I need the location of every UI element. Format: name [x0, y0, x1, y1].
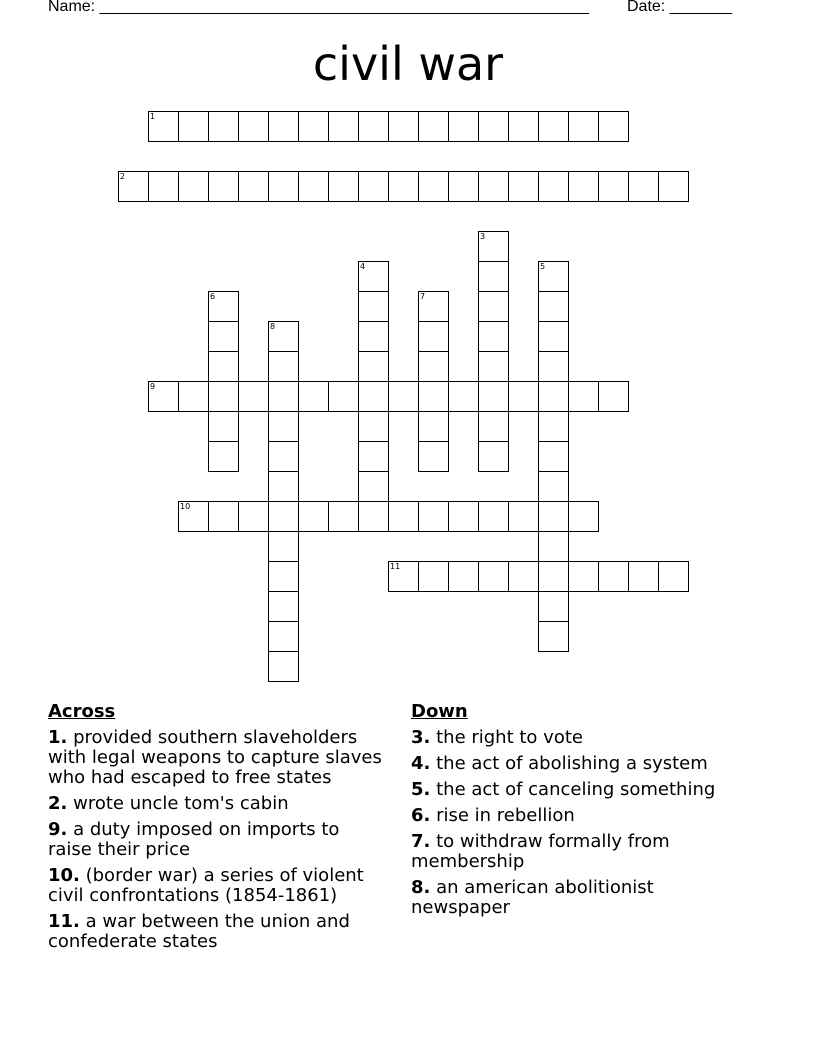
crossword-cell[interactable] — [268, 591, 299, 622]
crossword-cell[interactable] — [598, 381, 629, 412]
crossword-cell[interactable] — [388, 111, 419, 142]
crossword-cell[interactable] — [478, 561, 509, 592]
clue-number: 5. — [411, 779, 431, 800]
crossword-cell[interactable] — [358, 111, 389, 142]
crossword-cell[interactable] — [538, 501, 569, 532]
crossword-cell[interactable] — [178, 171, 209, 202]
down-clue — [411, 754, 751, 774]
crossword-cell[interactable] — [418, 321, 449, 352]
clue-number-label: 5 — [540, 262, 546, 271]
crossword-cell[interactable] — [388, 561, 419, 592]
crossword-cell[interactable] — [268, 321, 299, 352]
crossword-cell[interactable] — [178, 111, 209, 142]
crossword-cell[interactable] — [328, 501, 359, 532]
crossword-cell[interactable] — [358, 381, 389, 412]
crossword-cell[interactable] — [538, 291, 569, 322]
crossword-cell[interactable] — [448, 561, 479, 592]
crossword-cell[interactable] — [148, 381, 179, 412]
crossword-cell[interactable] — [418, 111, 449, 142]
crossword-cell[interactable] — [268, 411, 299, 442]
clue-text: a war between the union and confederate states — [48, 911, 350, 952]
crossword-cell[interactable] — [268, 651, 299, 682]
clue-number: 8. — [411, 877, 431, 898]
clue-text: the act of canceling something — [430, 779, 716, 800]
crossword-cell[interactable] — [478, 321, 509, 352]
clue-text: the right to vote — [430, 727, 583, 748]
crossword-cell[interactable] — [598, 171, 629, 202]
crossword-cell[interactable] — [508, 561, 539, 592]
crossword-cell[interactable] — [448, 381, 479, 412]
clue-number: 11. — [48, 911, 80, 932]
crossword-cell[interactable] — [268, 351, 299, 382]
crossword-cell[interactable] — [448, 111, 479, 142]
across-clue — [48, 820, 388, 860]
crossword-cell[interactable] — [388, 171, 419, 202]
crossword-cell[interactable] — [358, 441, 389, 472]
crossword-cell[interactable] — [238, 381, 269, 412]
crossword-cell[interactable] — [418, 171, 449, 202]
across-clues — [48, 702, 388, 958]
crossword-cell[interactable] — [238, 501, 269, 532]
crossword-cell[interactable] — [148, 171, 179, 202]
clue-number-label: 8 — [270, 322, 276, 331]
clue-text: to withdraw formally from membership — [411, 831, 670, 872]
crossword-cell[interactable] — [418, 381, 449, 412]
crossword-cell[interactable] — [208, 171, 239, 202]
across-clue — [48, 728, 388, 788]
crossword-cell[interactable] — [268, 381, 299, 412]
down-clue — [411, 878, 751, 918]
crossword-cell[interactable] — [538, 591, 569, 622]
clue-number-label: 9 — [150, 382, 156, 391]
crossword-cell[interactable] — [508, 381, 539, 412]
crossword-cell[interactable] — [568, 111, 599, 142]
crossword-cell[interactable] — [478, 501, 509, 532]
crossword-cell[interactable] — [358, 261, 389, 292]
down-heading: Down — [411, 701, 468, 722]
crossword-cell[interactable] — [358, 171, 389, 202]
crossword-cell[interactable] — [268, 441, 299, 472]
crossword-cell[interactable] — [478, 351, 509, 382]
crossword-cell[interactable] — [388, 381, 419, 412]
clue-text: a duty imposed on imports to raise their price — [48, 819, 340, 860]
crossword-cell[interactable] — [598, 111, 629, 142]
crossword-cell[interactable] — [538, 411, 569, 442]
crossword-cell[interactable] — [208, 501, 239, 532]
crossword-cell[interactable] — [418, 291, 449, 322]
crossword-cell[interactable] — [538, 531, 569, 562]
crossword-cell[interactable] — [628, 171, 659, 202]
crossword-cell[interactable] — [298, 381, 329, 412]
crossword-cell[interactable] — [538, 261, 569, 292]
clue-number-label: 2 — [120, 172, 126, 181]
crossword-cell[interactable] — [208, 381, 239, 412]
crossword-cell[interactable] — [238, 171, 269, 202]
crossword-cell[interactable] — [268, 471, 299, 502]
crossword-cell[interactable] — [358, 501, 389, 532]
crossword-cell[interactable] — [268, 171, 299, 202]
crossword-cell[interactable] — [178, 501, 209, 532]
crossword-cell[interactable] — [208, 411, 239, 442]
crossword-cell[interactable] — [448, 501, 479, 532]
date-field-label: Date: _______ — [627, 0, 732, 15]
crossword-cell[interactable] — [208, 111, 239, 142]
clue-text: the act of abolishing a system — [430, 753, 708, 774]
crossword-cell[interactable] — [508, 171, 539, 202]
clue-number: 6. — [411, 805, 431, 826]
crossword-cell[interactable] — [298, 501, 329, 532]
crossword-cell[interactable] — [538, 171, 569, 202]
clue-text: provided southern slaveholders with legal weapons to capture slaves who had escaped to free states — [48, 727, 382, 788]
crossword-cell[interactable] — [538, 321, 569, 352]
clue-number-label: 10 — [180, 502, 191, 511]
crossword-cell[interactable] — [478, 291, 509, 322]
crossword-cell[interactable] — [208, 291, 239, 322]
name-field-label: Name: _______________________________________________________ — [48, 0, 589, 15]
crossword-cell[interactable] — [298, 111, 329, 142]
clue-text: rise in rebellion — [430, 805, 575, 826]
crossword-cell[interactable] — [538, 561, 569, 592]
down-clue — [411, 806, 751, 826]
crossword-cell[interactable] — [268, 531, 299, 562]
crossword-cell[interactable] — [538, 471, 569, 502]
down-clue — [411, 728, 751, 748]
crossword-cell[interactable] — [478, 441, 509, 472]
across-clue — [48, 866, 388, 906]
crossword-cell[interactable] — [328, 111, 359, 142]
clue-number: 7. — [411, 831, 431, 852]
crossword-cell[interactable] — [538, 111, 569, 142]
clue-text: an american abolitionist newspaper — [411, 877, 654, 918]
crossword-cell[interactable] — [628, 561, 659, 592]
crossword-cell[interactable] — [568, 171, 599, 202]
crossword-cell[interactable] — [178, 381, 209, 412]
clue-number-label: 6 — [210, 292, 216, 301]
clue-number-label: 1 — [150, 112, 156, 121]
crossword-cell[interactable] — [478, 111, 509, 142]
across-clue — [48, 912, 388, 952]
crossword-cell[interactable] — [568, 381, 599, 412]
crossword-cell[interactable] — [478, 411, 509, 442]
crossword-cell[interactable] — [478, 171, 509, 202]
crossword-cell[interactable] — [598, 561, 629, 592]
clue-number: 2. — [48, 793, 68, 814]
clue-number-label: 3 — [480, 232, 486, 241]
crossword-cell[interactable] — [208, 441, 239, 472]
crossword-cell[interactable] — [418, 411, 449, 442]
crossword-cell[interactable] — [448, 171, 479, 202]
crossword-cell[interactable] — [538, 441, 569, 472]
crossword-cell[interactable] — [268, 561, 299, 592]
crossword-cell[interactable] — [358, 321, 389, 352]
crossword-cell[interactable] — [328, 381, 359, 412]
clue-number: 1. — [48, 727, 68, 748]
crossword-cell[interactable] — [478, 381, 509, 412]
clue-number-label: 4 — [360, 262, 366, 271]
crossword-cell[interactable] — [268, 111, 299, 142]
crossword-cell[interactable] — [568, 501, 599, 532]
crossword-cell[interactable] — [538, 381, 569, 412]
across-heading: Across — [48, 701, 116, 722]
crossword-cell[interactable] — [418, 441, 449, 472]
crossword-cell[interactable] — [658, 561, 689, 592]
clue-text: wrote uncle tom's cabin — [67, 793, 289, 814]
crossword-cell[interactable] — [508, 111, 539, 142]
crossword-cell[interactable] — [358, 471, 389, 502]
crossword-cell[interactable] — [268, 501, 299, 532]
crossword-cell[interactable] — [478, 261, 509, 292]
crossword-cell[interactable] — [358, 351, 389, 382]
crossword-cell[interactable] — [238, 111, 269, 142]
crossword-cell[interactable] — [358, 411, 389, 442]
clue-number: 3. — [411, 727, 431, 748]
across-clue — [48, 794, 388, 814]
down-clue — [411, 832, 751, 872]
clue-number: 4. — [411, 753, 431, 774]
crossword-cell[interactable] — [358, 291, 389, 322]
crossword-cell[interactable] — [478, 231, 509, 262]
crossword-cell[interactable] — [118, 171, 149, 202]
crossword-cell[interactable] — [268, 621, 299, 652]
crossword-cell[interactable] — [298, 171, 329, 202]
crossword-cell[interactable] — [418, 501, 449, 532]
crossword-cell[interactable] — [538, 621, 569, 652]
crossword-cell[interactable] — [538, 351, 569, 382]
down-clue — [411, 780, 751, 800]
crossword-cell[interactable] — [658, 171, 689, 202]
clue-number-label: 11 — [390, 562, 401, 571]
clue-number-label: 7 — [420, 292, 426, 301]
page-title: civil war — [312, 37, 504, 91]
clue-number: 10. — [48, 865, 80, 886]
crossword-cell[interactable] — [148, 111, 179, 142]
crossword-cell[interactable] — [388, 501, 419, 532]
crossword-cell[interactable] — [208, 351, 239, 382]
clue-text: (border war) a series of violent civil confrontations (1854-1861) — [48, 865, 364, 906]
crossword-cell[interactable] — [208, 321, 239, 352]
crossword-cell[interactable] — [568, 561, 599, 592]
down-clues — [411, 702, 751, 924]
crossword-cell[interactable] — [418, 351, 449, 382]
crossword-cell[interactable] — [328, 171, 359, 202]
crossword-cell[interactable] — [418, 561, 449, 592]
crossword-cell[interactable] — [508, 501, 539, 532]
clue-number: 9. — [48, 819, 68, 840]
